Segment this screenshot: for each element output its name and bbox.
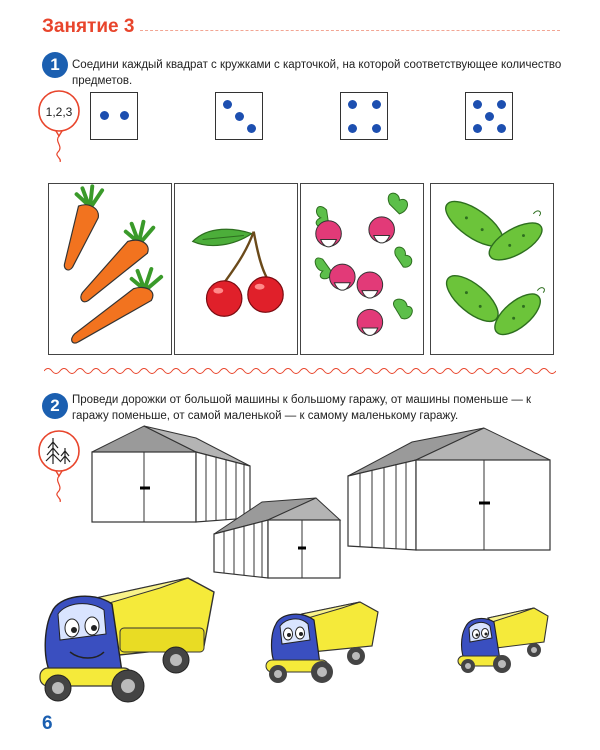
truck-medium[interactable] [266,602,378,683]
garage-medium[interactable] [92,426,250,522]
task2-instructions: Проведи дорожки от большой машины к большому гаражу, от машины поменьше — к гаражу поменьше, от самой маленькой — к самому маленькому гаражу. [72,394,532,422]
page-number: 6 [42,713,53,734]
task2-number-badge: 2 [42,393,68,419]
garage-large[interactable] [348,428,550,550]
balloon-label: 1,2,3 [45,105,73,119]
task1-instructions: Соедини каждый квадрат с кружками с карточкой, на которой соответствующее количество предметов. [72,59,562,87]
truck-large[interactable] [40,578,214,702]
truck-small[interactable] [458,608,548,673]
lesson-title: Занятие 3 [42,16,135,37]
task1-number-badge: 1 [42,52,68,78]
